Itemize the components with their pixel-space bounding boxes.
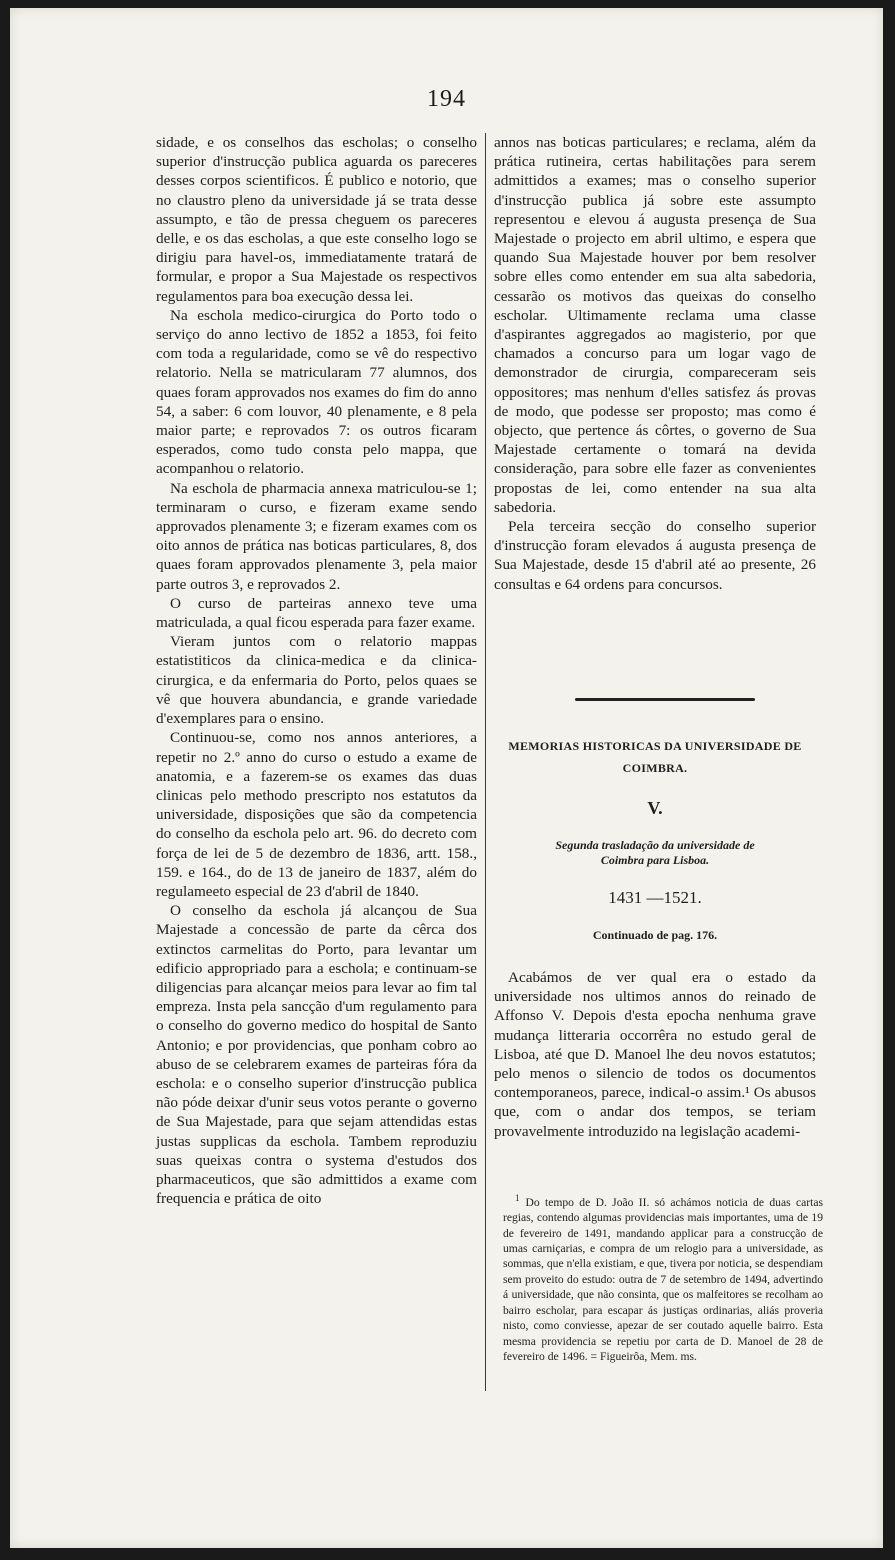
right-column-top — [494, 133, 816, 594]
section-subtitle: Segunda trasladação da universidade de Coimbra para Lisboa. — [555, 838, 755, 867]
paragraph: sidade, e os conselhos das escholas; o conselho superior d'instrucção publica aguarda os pareceres desses corpos scientificos. É publico e notorio, que no claustro pleno da universidade já se trata desse assumpto, e tão de pressa cheguem os pareceres delle, e os das escholas, a que este conselho logo se dirigiu para havel-os, immediatamente tratará de formular, e propor a Sua Majestade os respectivos regulamentos para boa execução dessa lei. — [156, 134, 477, 305]
footnote-mark: 1 — [515, 1193, 520, 1203]
section-number: V. — [647, 798, 663, 818]
continued-note: Continuado de pag. 176. — [592, 928, 718, 942]
footnote — [503, 1191, 823, 1364]
paragraph: Acabámos de ver qual era o estado da universidade nos ultimos annos do reinado de Affonso V. Depois d'esta epocha nenhuma grave mudança litteraria occorrêra no estudo geral de Lisboa, até que D. Manoel lhe deu novos estatutos; pelo menos o silencio de todos os documentos contemporaneos, parece, indical-o assim.¹ Os abusos que, com o andar dos tempos, se teriam provavelmente introduzido na legislação academi- — [494, 969, 816, 1140]
paragraph: Na eschola medico-cirurgica do Porto todo o serviço do anno lectivo de 1852 a 1853, foi feito com toda a regularidade, como se vê do respectivo relatorio. Nella se matricularam 77 alumnos, dos quaes foram approvados nos exames do fim do anno 54, a saber: 6 com louvor, 40 plenamente, e 8 pela maior parte; e reprovados 7: os outros ficaram esperados, como tudo consta pelo mappa, que acompanhou o relatorio. — [156, 306, 477, 478]
page-number: 194 — [427, 86, 466, 112]
section-title: MEMORIAS HISTORICAS DA UNIVERSIDADE DE COIMBRA. — [508, 739, 802, 775]
paragraph: O curso de parteiras annexo teve uma matriculada, a qual ficou esperada para fazer exame. — [156, 594, 477, 632]
section-rule — [575, 698, 755, 701]
paragraph: annos nas boticas particulares; e reclama, além da prática rutineira, certas habilitações para serem admittidos a exames; mas o conselho superior d'instrucção publica já sobre este assumpto representou e elevou á augusta presença de Sua Majestade o projecto em abril ultimo, e espera que quando Sua Majestade houver por bem resolver sobre elles como entender em sua alta sabedoria, cessarão os motivos das queixas do conselho escholar. Ultimamente reclama uma classe d'aspirantes aggregados ao magisterio, por que chamados a concurso para um logar vago de demonstrador de cirurgia, compareceram seis oppositores; mas nenhum d'elles satisfez ás provas de modo, que podesse ser proposto; mas como é objecto, que pertence ás côrtes, o governo de Sua Majestade certamente o tomará na devida consideração, para sobre elle fazer as convenientes propostas de lei, como entender na sua alta sabedoria. — [494, 134, 816, 516]
right-column-body — [494, 968, 816, 1141]
column-divider — [485, 133, 486, 1391]
page-sheet — [10, 8, 883, 1548]
paragraph: Continuou-se, como nos annos anteriores, a repetir no 2.º anno do curso o estudo a exame de anatomia, e a fazerem-se os exames das duas clinicas pelo methodo prescripto nos estatutos da universidade, disposições que são da competencia do conselho da eschola pelo art. 96. do decreto com força de lei de 5 de dezembro de 1836, artt. 158., 159. e 164., do de 13 de janeiro de 1837, além do regulameeto especial de 23 d'abril de 1840. — [156, 729, 477, 900]
paragraph: Vieram juntos com o relatorio mappas estatistiticos da clinica-medica e da clinica-cirurgica, e da enfermaria do Porto, pelos quaes se vê que houvera abundancia, e grande variedade d'exemplares para o ensino. — [156, 633, 477, 728]
paragraph: Na eschola de pharmacia annexa matriculou-se 1; terminaram o curso, e fizeram exame sendo approvados plenamente 3; e fizeram exames com os oito annos de prática nas boticas particulares, 8, dos quaes foram approvados plenamente 3, pela maior parte outros 3, e reprovados 2. — [156, 479, 477, 593]
section-years: 1431 —1521. — [608, 888, 702, 907]
footnote-text: Do tempo de D. João II. só achámos noticia de duas cartas regias, contendo algumas providencias mais importantes, uma de 19 de fevereiro de 1491, mandando applicar para a construcção de umas carniçarias, e compra de um relogio para a universidade, as sommas, que n'ella existiam, e que, tivera por noticia, se despendiam sem proveito do estudo: outra de 7 de setembro de 1494, advertindo á universidade, que não consinta, que os malfeitores se recolham ao bairro escholar, para escapar ás justiças ordinarias, aliás proveria nisto, como conviesse, apezar de ser coutado aquelle bairro. Esta mesma providencia se repetiu por carta de D. Manoel de 28 de fevereiro de 1496. = Figueirôa, Mem. ms. — [503, 1195, 823, 1363]
left-column — [156, 133, 477, 1208]
paragraph: O conselho da eschola já alcançou de Sua Majestade a concessão de parte da cêrca dos extinctos carmelitas do Porto, para levantar um edificio appropriado para a eschola; e continuam-se diligencias para alcançar meios para levar ao fim tal empreza. Insta pela sancção d'um regulamento para o conselho do governo medico do hospital de Santo Antonio; e por providencias, que ponham cobro ao abuso de se celebrarem exames de parteiras fóra da eschola: e o conselho superior d'instrucção publica não póde deixar d'unir seus votos perante o governo de Sua Majestade, para que sejam attendidas estas justas supplicas da eschola. Tambem reproduziu suas queixas contra o systema d'estudos dos pharmaceuticos, que são admittidos a exame com frequencia e prática de oito — [156, 902, 477, 1208]
paragraph: Pela terceira secção do conselho superior d'instrucção foram elevados á augusta presença de Sua Majestade, desde 15 d'abril até ao presente, 26 consultas e 64 ordens para concursos. — [494, 518, 816, 593]
